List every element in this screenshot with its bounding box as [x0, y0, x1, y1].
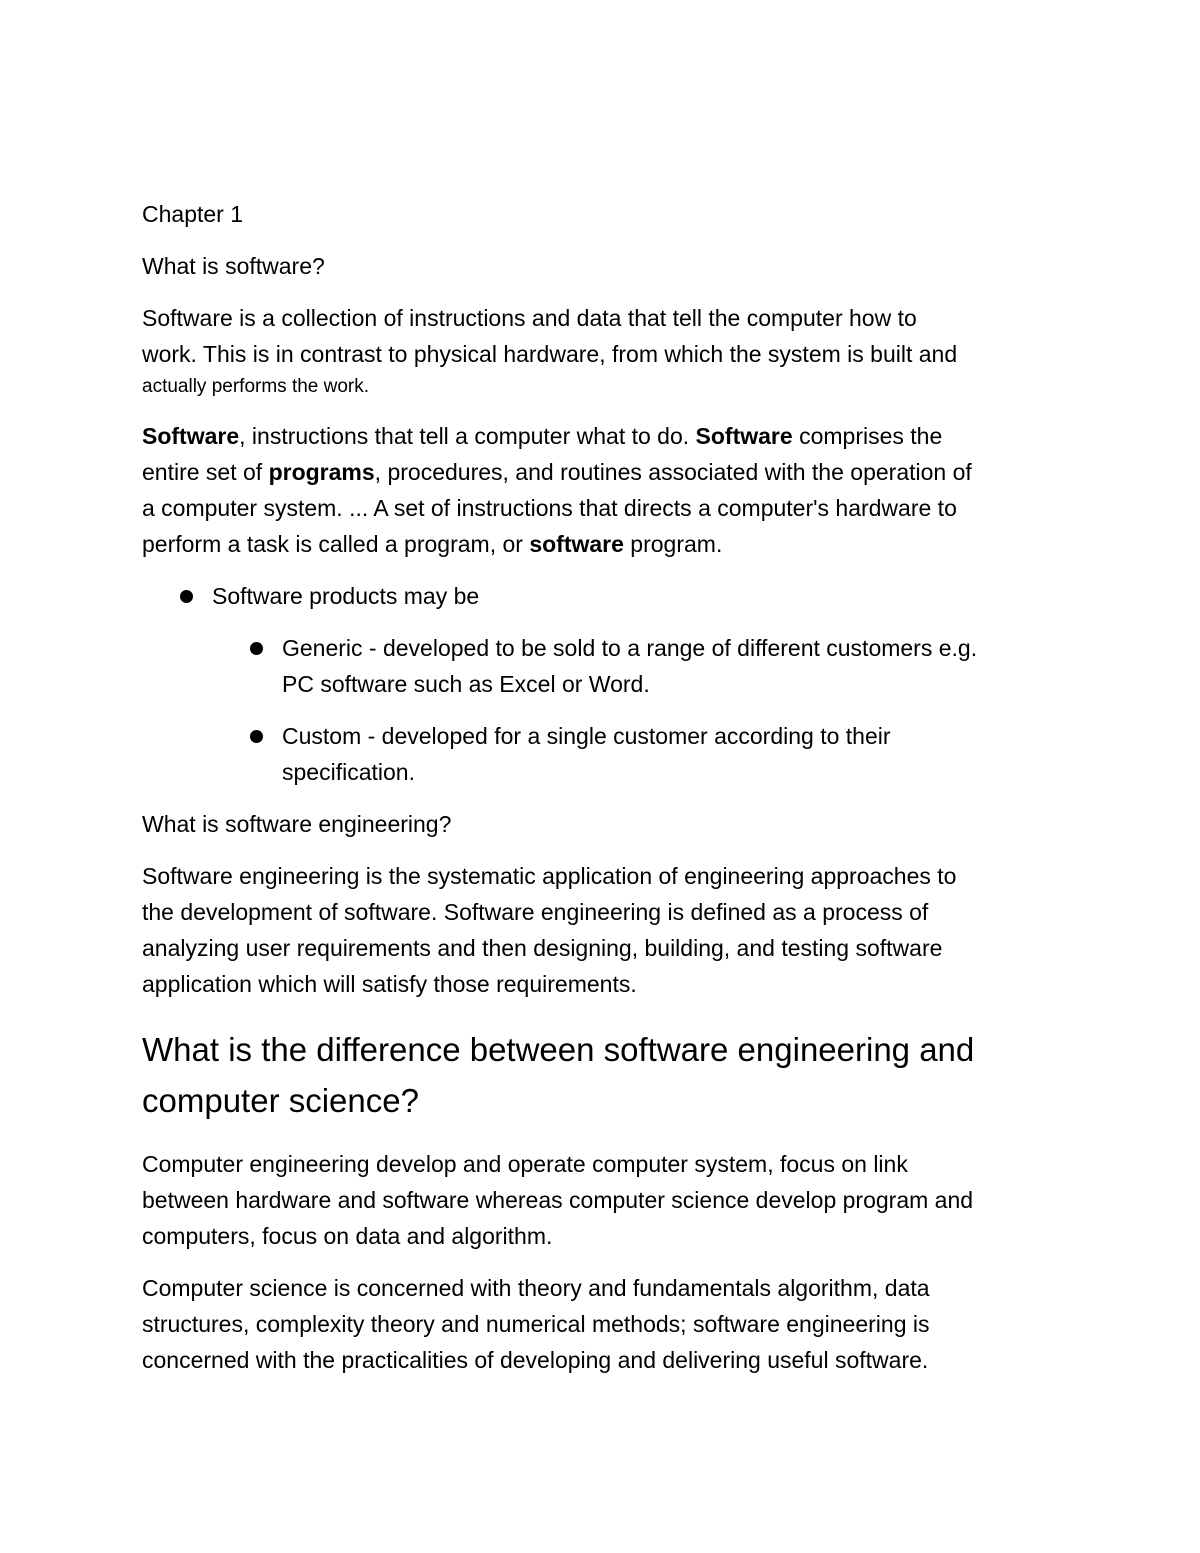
paragraph-line: Software engineering is the systematic application of engineering approaches to	[142, 863, 957, 889]
paragraph-line: between hardware and software whereas computer science develop program and	[142, 1187, 974, 1213]
list-item: Software products may be	[142, 578, 1067, 614]
software-engineering-paragraph	[142, 858, 1067, 1002]
paragraph-line: Software is a collection of instructions and data that tell the computer how to	[142, 305, 917, 331]
software-definition-paragraph	[142, 300, 1067, 402]
bullet-icon	[250, 642, 263, 655]
paragraph-line: perform a task is called a program, or software program.	[142, 531, 723, 557]
software-products-list	[142, 578, 1067, 614]
paragraph-line: Software, instructions that tell a computer what to do. Software comprises the	[142, 423, 943, 449]
paragraph-line: a computer system. ... A set of instructions that directs a computer's hardware to	[142, 495, 957, 521]
software-products-sublist	[142, 630, 1067, 702]
paragraph-line: Computer science is concerned with theory and fundamentals algorithm, data	[142, 1275, 930, 1301]
computer-science-paragraph	[142, 1270, 1067, 1378]
paragraph-line: the development of software. Software engineering is defined as a process of	[142, 899, 929, 925]
question-what-is-software: What is software?	[142, 253, 325, 279]
paragraph-line: application which will satisfy those requirements.	[142, 971, 637, 997]
list-item-custom: Custom - developed for a single customer according to their specification.	[142, 718, 1067, 790]
document-body	[142, 196, 1067, 1378]
bold-term: software	[529, 531, 624, 557]
bold-term: Software	[142, 423, 240, 449]
bold-term: Software	[695, 423, 793, 449]
section-heading: What is the difference between software engineering and computer science?	[142, 1031, 975, 1119]
paragraph-line: entire set of programs, procedures, and routines associated with the operation of	[142, 459, 972, 485]
bullet-icon	[180, 590, 193, 603]
paragraph-line: work. This is in contrast to physical hardware, from which the system is built and	[142, 341, 958, 367]
software-products-sublist	[142, 718, 1067, 790]
list-item-generic: Generic - developed to be sold to a range of different customers e.g. PC software such as Excel or Word.	[142, 630, 1067, 702]
paragraph-line: computers, focus on data and algorithm.	[142, 1223, 553, 1249]
paragraph-line: actually performs the work.	[142, 376, 370, 397]
computer-engineering-paragraph	[142, 1146, 1067, 1254]
chapter-title: Chapter 1	[142, 201, 244, 227]
bold-term: programs	[268, 459, 375, 485]
paragraph-line: structures, complexity theory and numerical methods; software engineering is	[142, 1311, 930, 1337]
software-explanation-paragraph	[142, 418, 1067, 562]
paragraph-line: Computer engineering develop and operate computer system, focus on link	[142, 1151, 908, 1177]
paragraph-line: concerned with the practicalities of developing and delivering useful software.	[142, 1347, 929, 1373]
question-what-is-software-engineering: What is software engineering?	[142, 811, 452, 837]
paragraph-line: analyzing user requirements and then designing, building, and testing software	[142, 935, 943, 961]
bullet-icon	[250, 730, 263, 743]
